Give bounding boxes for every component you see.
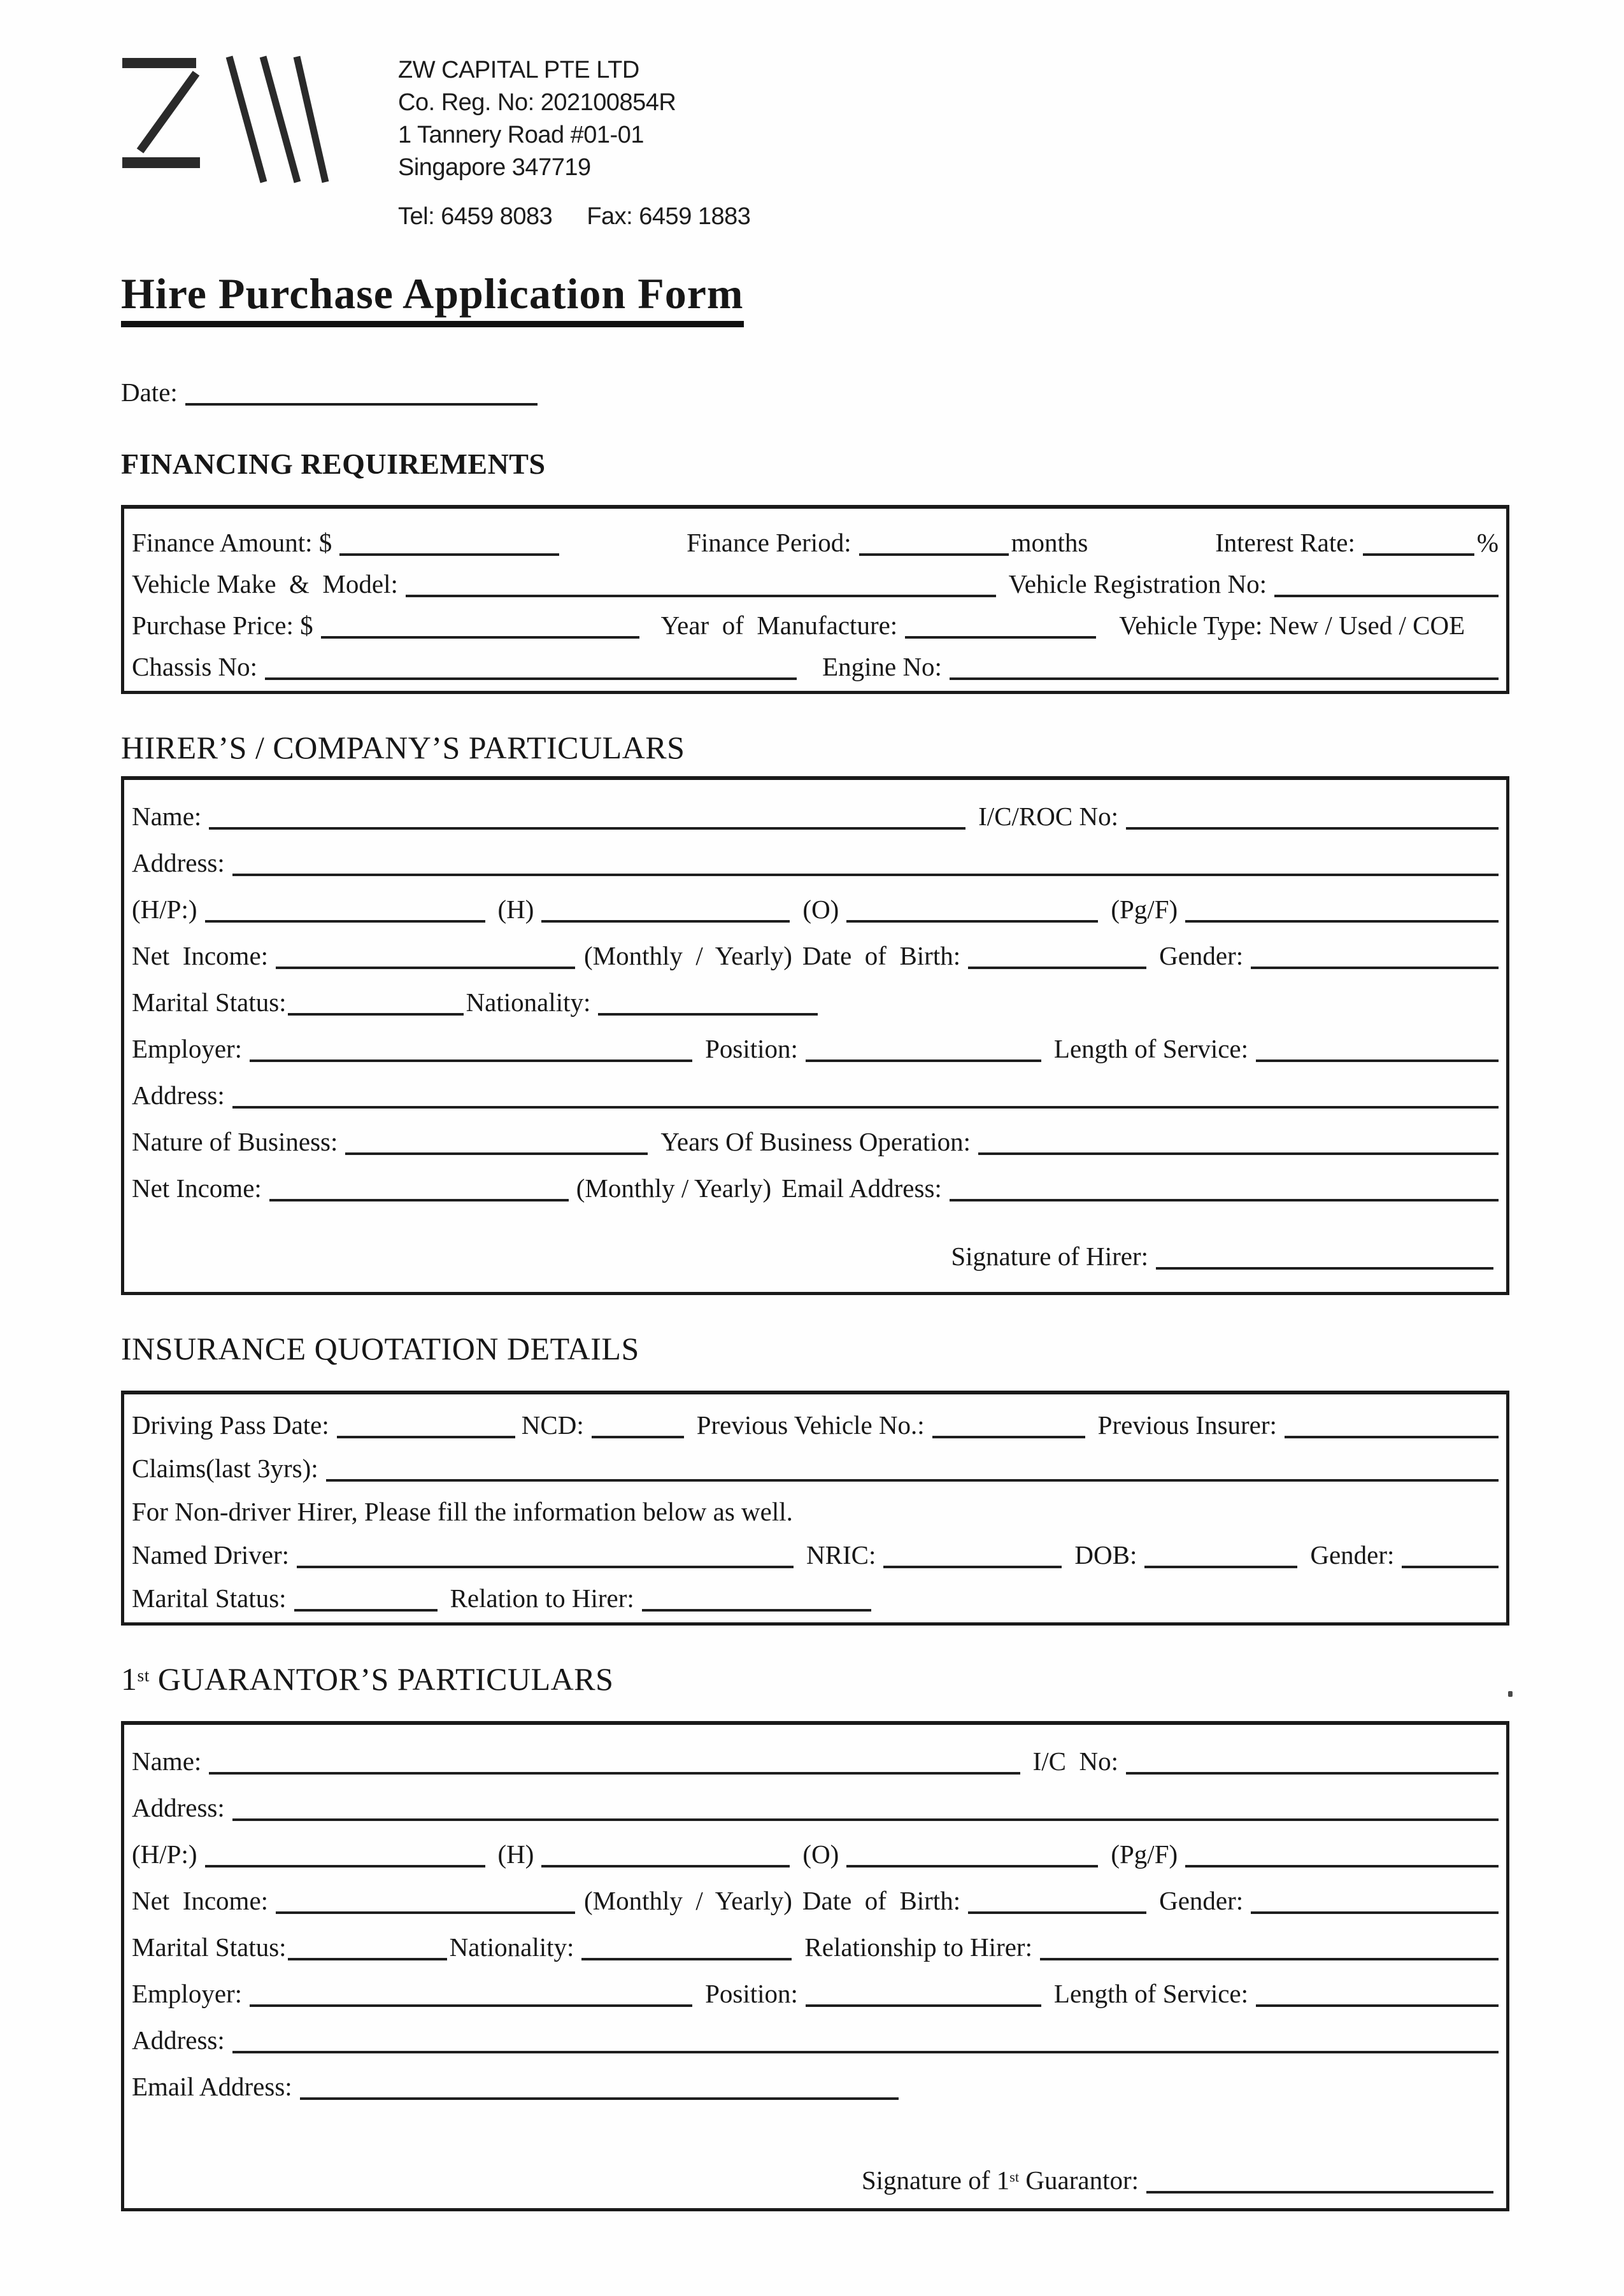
guarantor-email-label: Email Address:: [132, 2071, 292, 2101]
hirer-nationality-label: Nationality:: [466, 987, 591, 1017]
guarantor-address-row: [132, 1778, 1499, 1824]
vehicle-make-model-field[interactable]: [406, 595, 996, 597]
hirer-employer-row: [132, 1019, 1499, 1065]
hirer-monthly-yearly-2-label: (Monthly / Yearly): [576, 1173, 772, 1203]
hirer-marital-status-field[interactable]: [288, 1013, 464, 1016]
hirer-office-phone-field[interactable]: [846, 920, 1098, 923]
guarantor-nationality-label: Nationality:: [449, 1932, 574, 1962]
insurance-section-heading: INSURANCE QUOTATION DETAILS: [121, 1331, 639, 1366]
hirer-ic-roc-field[interactable]: [1126, 827, 1499, 830]
hirer-section-heading: HIRER’S / COMPANY’S PARTICULARS: [121, 730, 685, 765]
guarantor-monthly-yearly-label: (Monthly / Yearly): [584, 1885, 792, 1915]
hirer-length-of-service-field[interactable]: [1256, 1059, 1499, 1062]
zw-capital-logo-icon: [121, 54, 366, 185]
percent-label: %: [1476, 527, 1499, 557]
guarantor-phones-row: [132, 1824, 1499, 1871]
company-contact-line: [398, 201, 750, 233]
guarantor-employer-field[interactable]: [250, 2004, 692, 2007]
guarantor-dob-field[interactable]: [968, 1911, 1146, 1914]
guarantor-employer-address-row: [132, 2010, 1499, 2057]
hirer-net-income-2-label: Net Income:: [132, 1173, 262, 1203]
hirer-business-row: [132, 1112, 1499, 1158]
guarantor-employer-address-label: Address:: [132, 2025, 225, 2055]
year-of-manufacture-label: Year of Manufacture:: [660, 610, 898, 640]
engine-no-field[interactable]: [950, 677, 1499, 680]
nric-label: NRIC:: [806, 1540, 876, 1570]
hirer-pager-fax-label: (Pg/F): [1111, 894, 1178, 924]
insurance-note-row: [132, 1485, 1499, 1528]
finance-amount-row: [132, 518, 1499, 559]
vehicle-reg-no-label: Vehicle Registration No:: [1008, 569, 1267, 599]
hirer-net-income-field[interactable]: [276, 967, 575, 969]
hirer-nationality-field[interactable]: [598, 1013, 818, 1016]
company-address-line2: Singapore 347719: [398, 154, 591, 181]
guarantor-length-of-service-label: Length of Service:: [1053, 1978, 1249, 2008]
hirer-home-phone-field[interactable]: [541, 920, 790, 923]
guarantor-net-income-label: Net Income:: [132, 1885, 269, 1915]
hirer-name-label: Name:: [132, 801, 202, 831]
guarantor-signature-label-pre: Signature of 1: [861, 2165, 1010, 2195]
hirer-phones-row: [132, 879, 1499, 926]
guarantor-heading-ordinal: st: [137, 1665, 150, 1685]
guarantor-heading-number: 1: [121, 1661, 138, 1697]
company-reg-no: Co. Reg. No: 202100854R: [398, 89, 676, 116]
purchase-price-field[interactable]: [321, 636, 639, 639]
previous-vehicle-no-label: Previous Vehicle No.:: [696, 1410, 925, 1440]
nric-field[interactable]: [883, 1566, 1062, 1568]
insurance-marital-status-field[interactable]: [294, 1609, 438, 1612]
guarantor-hp-label: (H/P:): [132, 1839, 197, 1869]
chassis-row: [132, 642, 1499, 683]
interest-rate-label: Interest Rate:: [1215, 527, 1355, 557]
insurance-marital-status-label: Marital Status:: [132, 1583, 287, 1613]
guarantor-address-label: Address:: [132, 1792, 225, 1822]
company-tel: Tel: 6459 8083: [398, 203, 553, 230]
guarantor-position-label: Position:: [705, 1978, 798, 2008]
hirer-dob-label: Date of Birth:: [802, 940, 961, 970]
insurance-gender-field[interactable]: [1402, 1566, 1499, 1568]
financing-box: [121, 505, 1509, 694]
interest-rate-field[interactable]: [1363, 553, 1474, 556]
months-label: months: [1011, 527, 1088, 557]
relationship-to-hirer-field[interactable]: [1040, 1958, 1499, 1960]
guarantor-length-of-service-field[interactable]: [1256, 2004, 1499, 2007]
scan-stray-mark: [1508, 1691, 1513, 1697]
hirer-employer-address-label: Address:: [132, 1080, 225, 1110]
guarantor-name-field[interactable]: [209, 1772, 1020, 1775]
hirer-length-of-service-label: Length of Service:: [1053, 1033, 1249, 1063]
guarantor-gender-label: Gender:: [1159, 1885, 1244, 1915]
hirer-address-label: Address:: [132, 847, 225, 877]
guarantor-pager-fax-field[interactable]: [1185, 1865, 1499, 1867]
hirer-income-row: [132, 926, 1499, 972]
vehicle-reg-no-field[interactable]: [1274, 595, 1499, 597]
hirer-employer-address-row: [132, 1065, 1499, 1112]
vehicle-type-label: Vehicle Type: New / Used / COE: [1119, 610, 1465, 640]
guarantor-marital-status-field[interactable]: [288, 1958, 447, 1960]
hirer-home-phone-label: (H): [497, 894, 534, 924]
purchase-price-label: Purchase Price: $: [132, 610, 313, 640]
hirer-office-phone-label: (O): [802, 894, 839, 924]
company-address-line1: 1 Tannery Road #01-01: [398, 122, 644, 148]
guarantor-address-field[interactable]: [232, 1818, 1499, 1821]
hirer-email-field[interactable]: [950, 1199, 1499, 1201]
claims-field[interactable]: [326, 1479, 1499, 1482]
named-driver-label: Named Driver:: [132, 1540, 290, 1570]
finance-period-field[interactable]: [859, 553, 1009, 556]
hirer-particulars-box: [121, 776, 1509, 1295]
date-row: [121, 369, 1509, 409]
guarantor-signature-row: [132, 2150, 1499, 2197]
hirer-signature-label: Signature of Hirer:: [951, 1241, 1148, 1271]
relation-to-hirer-label: Relation to Hirer:: [450, 1583, 634, 1613]
hirer-years-of-business-label: Years Of Business Operation:: [660, 1126, 971, 1156]
hirer-name-row: [132, 786, 1499, 833]
guarantor-signature-label-ordinal: st: [1009, 2169, 1020, 2185]
guarantor-income-row: [132, 1871, 1499, 1917]
driving-pass-date-field[interactable]: [337, 1436, 515, 1438]
guarantor-section-heading: [121, 1661, 1509, 1697]
hirer-position-label: Position:: [705, 1033, 798, 1063]
hirer-income2-row: [132, 1158, 1499, 1205]
hirer-signature-field[interactable]: [1156, 1267, 1493, 1270]
ncd-field[interactable]: [592, 1436, 684, 1438]
guarantor-ic-no-label: I/C No:: [1032, 1746, 1118, 1776]
driving-pass-date-label: Driving Pass Date:: [132, 1410, 329, 1440]
guarantor-pager-fax-label: (Pg/F): [1111, 1839, 1178, 1869]
guarantor-dob-label: Date of Birth:: [802, 1885, 961, 1915]
finance-amount-label: Finance Amount: $: [132, 527, 332, 557]
hirer-gender-field[interactable]: [1251, 967, 1499, 969]
insurance-quotation-box: [121, 1391, 1509, 1626]
hirer-nature-of-business-field[interactable]: [345, 1152, 648, 1155]
guarantor-home-phone-field[interactable]: [541, 1865, 790, 1867]
guarantor-home-phone-label: (H): [497, 1839, 534, 1869]
hirer-gender-label: Gender:: [1159, 940, 1244, 970]
hirer-pager-fax-field[interactable]: [1185, 920, 1499, 923]
non-driver-note: For Non-driver Hirer, Please fill the information below as well.: [132, 1496, 793, 1526]
finance-period-label: Finance Period:: [687, 527, 851, 557]
guarantor-ic-no-field[interactable]: [1126, 1772, 1499, 1775]
insurance-claims-row: [132, 1442, 1499, 1485]
guarantor-name-label: Name:: [132, 1746, 202, 1776]
date-label: Date:: [121, 377, 178, 407]
relation-to-hirer-field[interactable]: [642, 1609, 871, 1612]
guarantor-office-phone-label: (O): [802, 1839, 839, 1869]
engine-no-label: Engine No:: [822, 651, 942, 681]
hirer-email-label: Email Address:: [781, 1173, 942, 1203]
chassis-no-field[interactable]: [265, 677, 797, 680]
previous-insurer-label: Previous Insurer:: [1097, 1410, 1277, 1440]
guarantor-employer-address-field[interactable]: [232, 2051, 1499, 2053]
hirer-net-income-label: Net Income:: [132, 940, 269, 970]
insurance-driving-row: [132, 1398, 1499, 1442]
hirer-address-row: [132, 833, 1499, 879]
guarantor-employer-label: Employer:: [132, 1978, 243, 2008]
hirer-name-field[interactable]: [209, 827, 965, 830]
vehicle-make-model-label: Vehicle Make & Model:: [132, 569, 398, 599]
guarantor-net-income-field[interactable]: [276, 1911, 575, 1914]
previous-vehicle-no-field[interactable]: [932, 1436, 1085, 1438]
chassis-no-label: Chassis No:: [132, 651, 258, 681]
hirer-nature-of-business-label: Nature of Business:: [132, 1126, 338, 1156]
named-driver-field[interactable]: [297, 1566, 794, 1568]
previous-insurer-field[interactable]: [1285, 1436, 1499, 1438]
hirer-net-income-2-field[interactable]: [269, 1199, 569, 1201]
insurance-named-driver-row: [132, 1528, 1499, 1571]
year-of-manufacture-field[interactable]: [905, 636, 1096, 639]
purchase-price-row: [132, 600, 1499, 642]
hirer-address-field[interactable]: [232, 874, 1499, 876]
letterhead: [121, 54, 1509, 233]
hirer-marital-row: [132, 972, 1499, 1019]
hirer-years-of-business-field[interactable]: [978, 1152, 1499, 1155]
hirer-ic-roc-label: I/C/ROC No:: [978, 801, 1118, 831]
finance-amount-field[interactable]: [339, 553, 559, 556]
hirer-position-field[interactable]: [806, 1059, 1041, 1062]
guarantor-employer-row: [132, 1964, 1499, 2010]
hirer-employer-label: Employer:: [132, 1033, 243, 1063]
form-title-row: [121, 269, 1509, 327]
guarantor-signature-label-post: Guarantor:: [1019, 2165, 1139, 2195]
guarantor-signature-label: [862, 2164, 1139, 2197]
form-title: Hire Purchase Application Form: [121, 269, 744, 327]
insurance-dob-field[interactable]: [1144, 1566, 1297, 1568]
company-info-block: [398, 54, 750, 233]
hirer-hp-field[interactable]: [205, 920, 485, 923]
guarantor-marital-status-label: Marital Status:: [132, 1932, 287, 1962]
guarantor-office-phone-field[interactable]: [846, 1865, 1098, 1867]
guarantor-signature-field[interactable]: [1146, 2191, 1493, 2193]
guarantor-particulars-box: [121, 1721, 1509, 2211]
guarantor-email-field[interactable]: [300, 2097, 899, 2100]
ncd-label: NCD:: [521, 1410, 584, 1440]
hirer-hp-label: (H/P:): [132, 894, 197, 924]
guarantor-heading-text: GUARANTOR’S PARTICULARS: [149, 1661, 614, 1697]
hirer-marital-status-label: Marital Status:: [132, 987, 287, 1017]
company-fax: Fax: 6459 1883: [587, 203, 751, 230]
hirer-dob-field[interactable]: [968, 967, 1146, 969]
guarantor-gender-field[interactable]: [1251, 1911, 1499, 1914]
guarantor-marital-row: [132, 1917, 1499, 1964]
insurance-dob-label: DOB:: [1074, 1540, 1137, 1570]
guarantor-name-row: [132, 1731, 1499, 1778]
relationship-to-hirer-label: Relationship to Hirer:: [804, 1932, 1032, 1962]
guarantor-position-field[interactable]: [806, 2004, 1041, 2007]
guarantor-hp-field[interactable]: [205, 1865, 485, 1867]
vehicle-make-row: [132, 559, 1499, 600]
company-name: ZW CAPITAL PTE LTD: [398, 57, 639, 83]
hirer-monthly-yearly-label: (Monthly / Yearly): [584, 940, 792, 970]
claims-label: Claims(last 3yrs):: [132, 1453, 318, 1483]
insurance-marital-row: [132, 1571, 1499, 1615]
guarantor-email-row: [132, 2057, 1499, 2103]
hirer-signature-row: [132, 1226, 1499, 1273]
guarantor-nationality-field[interactable]: [581, 1958, 792, 1960]
hirer-employer-address-field[interactable]: [232, 1106, 1499, 1109]
date-field[interactable]: [185, 403, 538, 406]
financing-section-heading: FINANCING REQUIREMENTS: [121, 448, 546, 480]
insurance-gender-label: Gender:: [1310, 1540, 1395, 1570]
hirer-employer-field[interactable]: [250, 1059, 692, 1062]
